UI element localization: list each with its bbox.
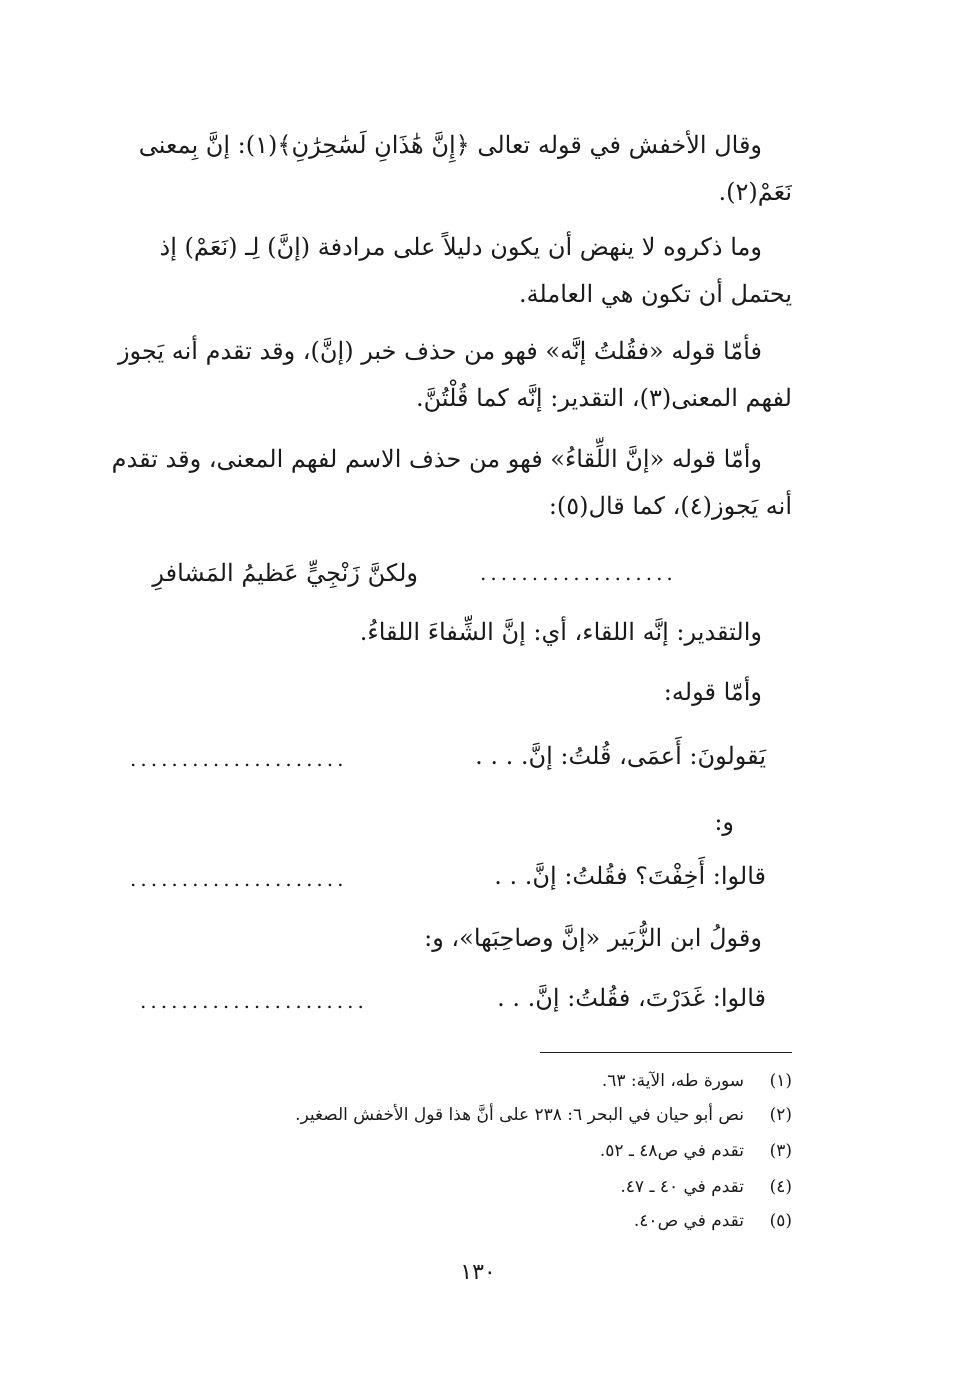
footnote-separator [540, 1052, 792, 1053]
paragraph-line: نَعَمْ(٢). [718, 178, 792, 206]
paragraph-line: أنه يَجوز(٤)، كما قال(٥): [548, 492, 792, 520]
footnote-number: (٢) [769, 1105, 792, 1125]
footnote-text: تقدم في ٤٠ ـ ٤٧. [620, 1177, 744, 1197]
paragraph-line: يحتمل أن تكون هي العاملة. [518, 280, 792, 308]
line-wa: و: [714, 808, 734, 836]
footnote-number: (٣) [769, 1141, 792, 1161]
paragraph-qultu-innahu [88, 328, 792, 422]
verse-line-4: قالوا: غَدَرْتَ، فقُلتُ: إنَّ. . . [497, 984, 766, 1012]
page-number: ١٣٠ [460, 1260, 496, 1285]
verse-dots-1: ................... [480, 561, 677, 585]
paragraph-line: وقال الأخفش في قوله تعالى ﴿إِنَّ هَٰذَانِ لَسَٰحِرَٰنِ﴾(١): إنَّ بِمعنى [138, 131, 762, 159]
footnote-3 [200, 1138, 792, 1164]
paragraph-line: وأمّا قوله «إنَّ اللِّقاءُ» فهو من حذف الاسم لفهم المعنى، وقد تقدم [111, 445, 762, 473]
footnote-text: نص أبو حيان في البحر ٦: ٢٣٨ على أنَّ هذا قول الأخفش الصغير. [295, 1105, 744, 1125]
line-ibn-zubayr: وقولُ ابن الزُّبَير «إنَّ وصاحِبَها»، و: [424, 924, 762, 952]
verse-dots-2: ..................... [130, 747, 348, 771]
footnote-text: تقدم في ص٤٠. [633, 1211, 744, 1231]
footnote-number: (٤) [769, 1177, 792, 1197]
footnote-text: تقدم في ص٤٨ ـ ٥٢. [599, 1141, 744, 1161]
paragraph-objection [88, 224, 792, 318]
verse-dots-4: ...................... [140, 989, 368, 1013]
footnote-number: (٥) [769, 1211, 792, 1231]
paragraph-line: فأمّا قوله «فقُلتُ إنَّه» فهو من حذف خبر (إنَّ)، وقد تقدم أنه يَجوز [117, 337, 762, 365]
paragraph-akhfash [88, 122, 792, 216]
paragraph-line: لفهم المعنى(٣)، التقدير: إنَّه كما قُلْتُنَّ. [415, 384, 792, 412]
footnote-1 [200, 1068, 792, 1094]
footnote-4 [200, 1174, 792, 1200]
footnote-number: (١) [769, 1071, 792, 1091]
footnote-2 [200, 1102, 792, 1128]
verse-line-2: يَقولونَ: أَعمَى، قُلتُ: إنَّ. . . . [475, 742, 766, 770]
footnote-5 [200, 1208, 792, 1234]
verse-line-1: ولكنَّ زَنْجِيٍّ عَظيمُ المَشافرِ [152, 559, 418, 587]
footnote-text: سورة طه، الآية: ٦٣. [601, 1071, 744, 1091]
verse-line-3: قالوا: أَخِفْتَ؟ فقُلتُ: إنَّ. . . [494, 862, 766, 890]
verse-dots-3: ..................... [130, 867, 348, 891]
line-amma-qawluhu: وأمّا قوله: [663, 678, 762, 706]
paragraph-inna-alliqa [88, 436, 792, 530]
line-taqdir: والتقدير: إنَّه اللقاء، أي: إنَّ الشِّفاءَ اللقاءُ. [359, 618, 762, 646]
paragraph-line: وما ذكروه لا ينهض أن يكون دليلاً على مرادفة (إنَّ) لِـ (نَعَمْ) إذ [159, 233, 762, 261]
